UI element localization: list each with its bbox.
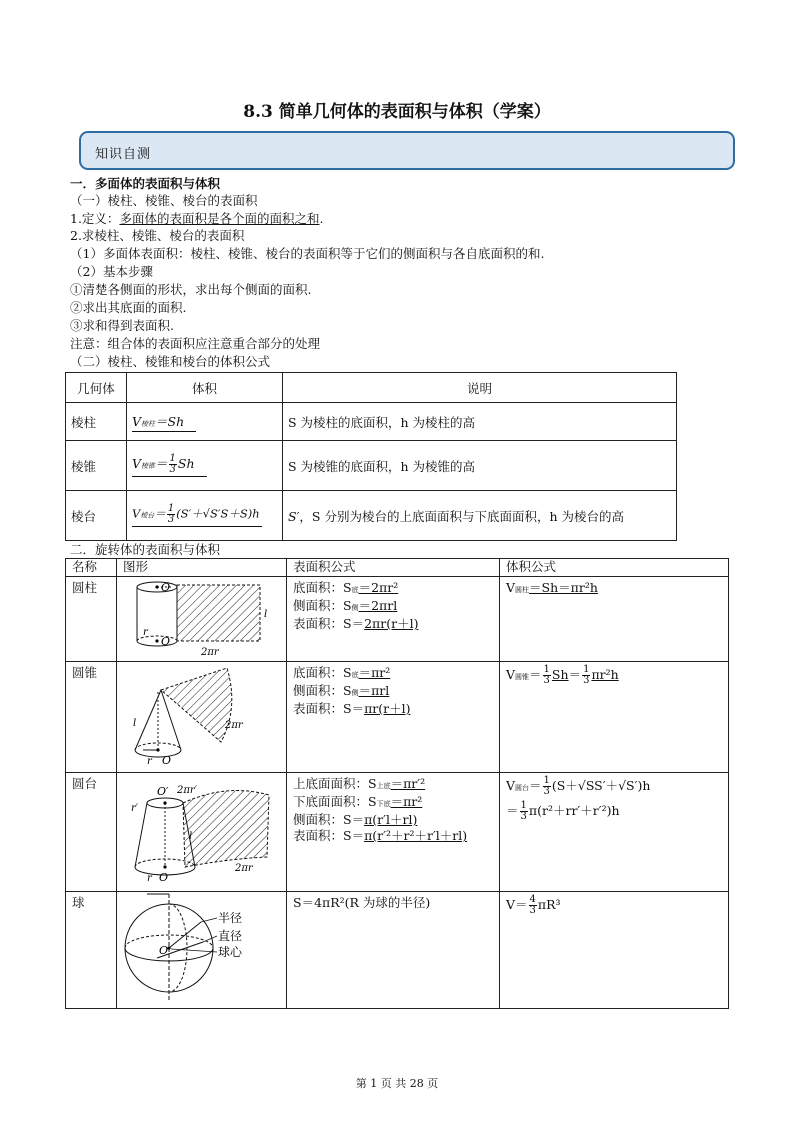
header-volume: 体积 — [127, 373, 283, 403]
table-row — [66, 403, 677, 441]
vol-cylinder: V圆柱＝Sh＝πr²h — [500, 577, 729, 662]
banner-label: 知识自测 — [95, 147, 152, 162]
svg-text:2πr: 2πr — [225, 720, 243, 731]
point-2-2: （2）基本步骤 — [70, 264, 153, 279]
table-row — [66, 577, 729, 662]
sphere-label-diameter: 直径 — [218, 929, 243, 943]
table-row — [66, 441, 677, 491]
page-footer: 第 1 页 共 28 页 — [355, 1077, 439, 1090]
name-frustum: 圆台 — [66, 773, 117, 892]
figure-sphere — [117, 892, 287, 1009]
header-area: 表面积公式 — [287, 559, 500, 577]
heading-polyhedra: 一．多面体的表面积与体积 — [70, 176, 221, 191]
area-cylinder: 底面积：S底＝2πr² 侧面积：S侧＝2πrl 表面积：S＝2πr(r＋l) — [287, 577, 500, 662]
step-1: ①清楚各侧面的形状，求出每个侧面的面积. — [70, 282, 312, 297]
vol-frustum: V圆台＝ $\frac{1}{3}$ (S＋√SS′＋√S′)h ＝ $\frac{1}{3}$ π(r²＋rr′＋r′²)h — [500, 773, 729, 892]
step-3: ③求和得到表面积. — [70, 318, 174, 333]
definition-label: 1.定义： — [70, 211, 120, 226]
definition-text: 多面体的表面积是各个面的面积之和 — [119, 211, 320, 226]
row-note: S 为棱柱的底面积，h 为棱柱的高 — [283, 403, 677, 441]
name-cone: 圆锥 — [66, 662, 117, 773]
svg-text:r: r — [147, 756, 152, 767]
svg-text:l: l — [133, 718, 137, 729]
heading-revolution: 二．旋转体的表面积与体积 — [70, 542, 221, 557]
svg-text:r: r — [143, 627, 148, 638]
page-title: 8.3 简单几何体的表面积与体积（学案） — [243, 102, 551, 122]
svg-text:O: O — [161, 581, 171, 594]
svg-text:r′: r′ — [131, 803, 139, 814]
svg-text:2πr′: 2πr′ — [177, 785, 197, 796]
sphere-diagram — [117, 892, 285, 1004]
header-figure: 图形 — [117, 559, 287, 577]
formula-pyramid: V棱锥＝ $\frac{1}{3}$ Sh — [127, 441, 283, 491]
table-row — [66, 773, 729, 892]
name-sphere: 球 — [66, 892, 117, 1009]
definition-period: . — [319, 211, 324, 226]
formula-prism: V棱柱＝Sh — [127, 403, 283, 441]
frustum-diagram — [117, 773, 285, 887]
row-note: S′，S 分别为棱台的上底面面积与下底面面积，h 为棱台的高 — [283, 491, 677, 541]
svg-text:O: O — [159, 944, 169, 957]
step-2: ②求出其底面的面积. — [70, 300, 187, 315]
svg-text:2πr: 2πr — [235, 863, 253, 874]
revolution-table — [65, 558, 729, 1009]
header-solid: 几何体 — [66, 373, 127, 403]
table-row — [66, 892, 729, 1009]
vol-cone: V圆锥＝ $\frac{1}{3}$ Sh＝ $\frac{1}{3}$ πr²h — [500, 662, 729, 773]
subheading-volume: （二）棱柱、棱锥和棱台的体积公式 — [70, 354, 271, 369]
svg-text:O: O — [161, 635, 171, 648]
vol-sphere: V＝ $\frac{4}{3}$ πR³ — [500, 892, 729, 1009]
area-sphere: S＝4πR²(R 为球的半径) — [287, 892, 500, 1009]
table-row — [66, 662, 729, 773]
svg-text:O′: O′ — [157, 785, 169, 798]
point-2-1: （1）多面体表面积：棱柱、棱锥、棱台的表面积等于它们的侧面积与各自底面积的和. — [70, 246, 545, 261]
polyhedra-volume-table — [65, 372, 677, 541]
formula-frustum: V棱台＝ $\frac{1}{3}$ (S′＋√S′S＋S)h — [127, 491, 283, 541]
sphere-label-radius: 半径 — [218, 911, 243, 925]
cone-diagram — [117, 662, 285, 768]
header-vol: 体积公式 — [500, 559, 729, 577]
row-name: 棱柱 — [66, 403, 127, 441]
row-name: 棱锥 — [66, 441, 127, 491]
definition-line — [70, 211, 323, 227]
name-cylinder: 圆柱 — [66, 577, 117, 662]
note-line: 注意：组合体的表面积应注意重合部分的处理 — [70, 336, 321, 351]
figure-cylinder — [117, 577, 287, 662]
row-note: S 为棱锥的底面积，h 为棱锥的高 — [283, 441, 677, 491]
svg-text:O: O — [162, 754, 172, 767]
area-frustum: 上底面面积：S上底＝πr′² 下底面面积：S下底＝πr² 侧面积：S＝π(r′l＋rl) 表面积：S＝π(r′²＋r²＋r′l＋rl) — [287, 773, 500, 892]
cylinder-diagram — [117, 577, 285, 657]
svg-text:O: O — [159, 871, 169, 884]
figure-cone — [117, 662, 287, 773]
figure-frustum — [117, 773, 287, 892]
header-note: 说明 — [283, 373, 677, 403]
section-banner — [79, 131, 735, 170]
header-name: 名称 — [66, 559, 117, 577]
area-cone: 底面积：S底＝πr² 侧面积：S侧＝πrl 表面积：S＝πr(r＋l) — [287, 662, 500, 773]
subheading-surface: （一）棱柱、棱锥、棱台的表面积 — [70, 193, 258, 208]
svg-text:2πr: 2πr — [201, 647, 219, 657]
svg-text:l: l — [264, 609, 268, 620]
svg-text:r: r — [147, 873, 152, 884]
point-2: 2.求棱柱、棱锥、棱台的表面积 — [70, 228, 245, 243]
svg-text:l: l — [189, 831, 193, 842]
sphere-label-center: 球心 — [218, 945, 243, 959]
table-row — [66, 491, 677, 541]
row-name: 棱台 — [66, 491, 127, 541]
